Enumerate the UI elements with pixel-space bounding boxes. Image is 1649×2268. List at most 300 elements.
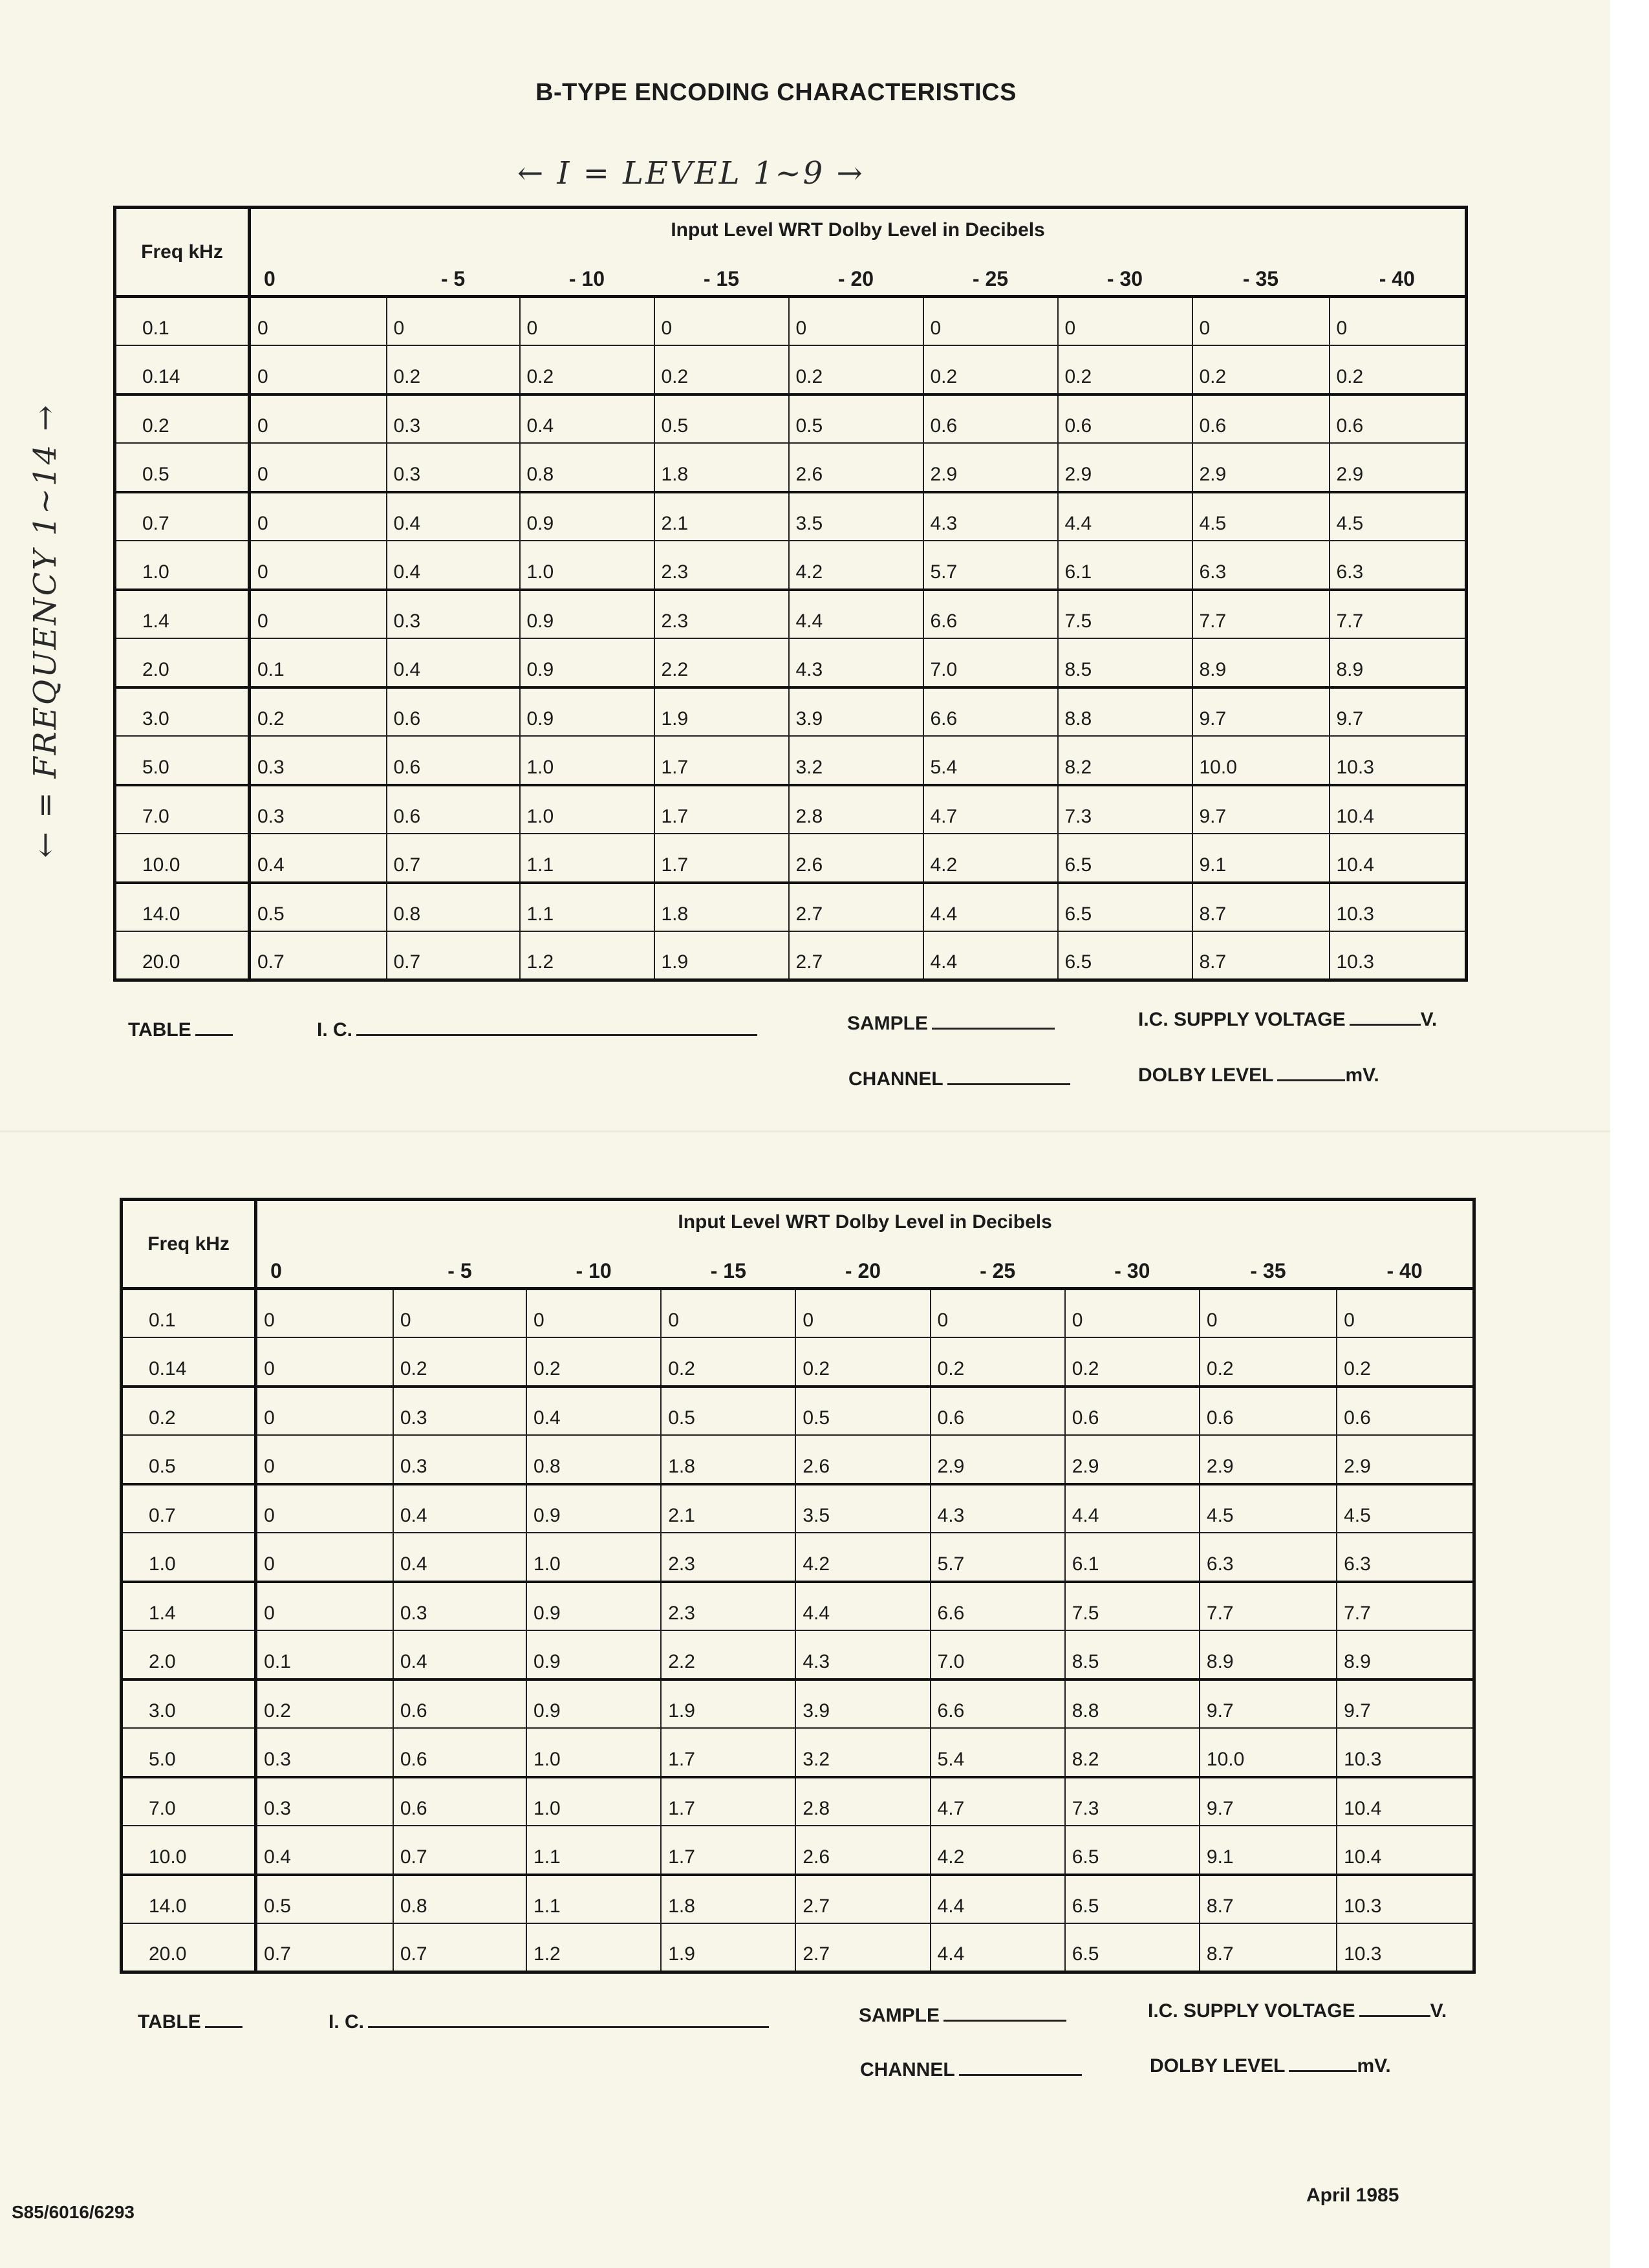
freq-cell: 14.0 xyxy=(122,1875,256,1924)
value-cell: 0.2 xyxy=(387,345,520,394)
value-cell: 0.2 xyxy=(256,1679,393,1729)
value-cell: 0.6 xyxy=(1337,1387,1474,1436)
dolby-level-field xyxy=(1138,1064,1379,1086)
table-row xyxy=(115,541,1467,590)
ic-field-2 xyxy=(329,2011,769,2033)
value-cell: 0 xyxy=(250,492,387,541)
value-cell: 3.2 xyxy=(795,1728,930,1777)
supply-voltage-blank[interactable] xyxy=(1359,2001,1430,2017)
value-cell: 1.9 xyxy=(661,1679,795,1729)
value-cell: 0 xyxy=(931,1289,1065,1338)
value-cell: 0.6 xyxy=(1058,394,1192,444)
channel-label: CHANNEL xyxy=(848,1068,943,1090)
value-cell: 7.5 xyxy=(1065,1582,1200,1631)
column-header: - 35 xyxy=(1200,1244,1337,1289)
value-cell: 6.3 xyxy=(1192,541,1330,590)
value-cell: 0 xyxy=(526,1289,661,1338)
freq-cell: 0.14 xyxy=(122,1337,256,1387)
encoding-table-1 xyxy=(113,206,1468,982)
value-cell: 0.4 xyxy=(393,1533,526,1582)
value-cell: 0.6 xyxy=(393,1777,526,1826)
fold-crease xyxy=(0,1130,1610,1132)
value-cell: 2.9 xyxy=(1330,443,1467,492)
freq-cell: 0.2 xyxy=(122,1387,256,1436)
value-cell: 4.3 xyxy=(789,638,923,687)
value-cell: 8.8 xyxy=(1065,1679,1200,1729)
table-row xyxy=(122,1387,1474,1436)
value-cell: 0.5 xyxy=(256,1875,393,1924)
value-cell: 0.4 xyxy=(526,1387,661,1436)
channel-field xyxy=(848,1068,1070,1090)
value-cell: 10.3 xyxy=(1337,1728,1474,1777)
table-row xyxy=(115,443,1467,492)
value-cell: 1.7 xyxy=(654,834,789,883)
value-cell: 0.3 xyxy=(250,736,387,785)
value-cell: 0.4 xyxy=(387,492,520,541)
freq-cell: 0.7 xyxy=(115,492,250,541)
sample-blank[interactable] xyxy=(932,1013,1055,1030)
value-cell: 0.8 xyxy=(520,443,654,492)
value-cell: 10.3 xyxy=(1337,1923,1474,1972)
value-cell: 2.1 xyxy=(654,492,789,541)
value-cell: 1.7 xyxy=(654,736,789,785)
column-header: 0 xyxy=(256,1244,393,1289)
value-cell: 6.3 xyxy=(1330,541,1467,590)
value-cell: 0.5 xyxy=(654,394,789,444)
value-cell: 2.9 xyxy=(931,1435,1065,1484)
dolby-level-blank[interactable] xyxy=(1289,2056,1357,2072)
value-cell: 2.2 xyxy=(661,1630,795,1679)
value-cell: 8.7 xyxy=(1192,931,1330,980)
column-header: - 5 xyxy=(393,1244,526,1289)
freq-header: Freq kHz xyxy=(115,208,250,297)
value-cell: 3.5 xyxy=(795,1484,930,1533)
dolby-level-label: DOLBY LEVEL xyxy=(1150,2055,1286,2077)
value-cell: 0.6 xyxy=(393,1679,526,1729)
value-cell: 0.7 xyxy=(393,1923,526,1972)
freq-cell: 1.0 xyxy=(122,1533,256,1582)
value-cell: 0.6 xyxy=(1330,394,1467,444)
ic-label: I. C. xyxy=(317,1019,353,1041)
supply-voltage-field-2 xyxy=(1148,2000,1447,2022)
value-cell: 0 xyxy=(256,1484,393,1533)
table-row xyxy=(122,1533,1474,1582)
value-cell: 0.3 xyxy=(256,1728,393,1777)
value-cell: 7.3 xyxy=(1065,1777,1200,1826)
table-row xyxy=(122,1630,1474,1679)
value-cell: 10.0 xyxy=(1192,736,1330,785)
value-cell: 4.4 xyxy=(1065,1484,1200,1533)
value-cell: 4.3 xyxy=(923,492,1058,541)
value-cell: 6.5 xyxy=(1058,931,1192,980)
value-cell: 9.1 xyxy=(1192,834,1330,883)
value-cell: 8.9 xyxy=(1200,1630,1337,1679)
freq-cell: 0.5 xyxy=(122,1435,256,1484)
value-cell: 0 xyxy=(1330,297,1467,346)
value-cell: 0 xyxy=(1065,1289,1200,1338)
value-cell: 0.3 xyxy=(393,1582,526,1631)
value-cell: 6.6 xyxy=(923,687,1058,737)
value-cell: 8.5 xyxy=(1065,1630,1200,1679)
value-cell: 2.7 xyxy=(789,883,923,932)
table-row xyxy=(115,931,1467,980)
value-cell: 0.2 xyxy=(526,1337,661,1387)
table-field-2 xyxy=(138,2011,242,2033)
value-cell: 1.7 xyxy=(661,1728,795,1777)
value-cell: 1.8 xyxy=(661,1435,795,1484)
value-cell: 0 xyxy=(250,297,387,346)
handwritten-frequency-note xyxy=(13,349,78,912)
value-cell: 0.5 xyxy=(795,1387,930,1436)
value-cell: 0.6 xyxy=(1065,1387,1200,1436)
value-cell: 2.6 xyxy=(789,443,923,492)
value-cell: 8.7 xyxy=(1192,883,1330,932)
sample-field xyxy=(847,1013,1055,1035)
value-cell: 0.4 xyxy=(387,541,520,590)
value-cell: 0.9 xyxy=(526,1679,661,1729)
table-row xyxy=(115,394,1467,444)
value-cell: 2.7 xyxy=(795,1923,930,1972)
value-cell: 10.0 xyxy=(1200,1728,1337,1777)
sample-label: SAMPLE xyxy=(847,1013,929,1034)
value-cell: 7.0 xyxy=(923,638,1058,687)
sample-label: SAMPLE xyxy=(859,2005,940,2026)
value-cell: 1.0 xyxy=(526,1777,661,1826)
value-cell: 8.7 xyxy=(1200,1875,1337,1924)
column-header: - 30 xyxy=(1065,1244,1200,1289)
column-header: - 40 xyxy=(1337,1244,1474,1289)
table-row xyxy=(122,1679,1474,1729)
freq-cell: 14.0 xyxy=(115,883,250,932)
value-cell: 0.4 xyxy=(250,834,387,883)
table-row xyxy=(115,687,1467,737)
value-cell: 0 xyxy=(250,443,387,492)
value-cell: 4.4 xyxy=(931,1923,1065,1972)
supply-voltage-blank[interactable] xyxy=(1350,1010,1421,1026)
value-cell: 1.8 xyxy=(654,883,789,932)
value-cell: 10.3 xyxy=(1330,736,1467,785)
value-cell: 0.2 xyxy=(1065,1337,1200,1387)
column-header: - 15 xyxy=(654,252,789,297)
value-cell: 0 xyxy=(1192,297,1330,346)
table-row xyxy=(122,1875,1474,1924)
table-row xyxy=(115,834,1467,883)
column-header: - 20 xyxy=(789,252,923,297)
value-cell: 0.8 xyxy=(387,883,520,932)
value-cell: 2.9 xyxy=(1058,443,1192,492)
freq-cell: 0.5 xyxy=(115,443,250,492)
value-cell: 4.7 xyxy=(931,1777,1065,1826)
value-cell: 0 xyxy=(1058,297,1192,346)
value-cell: 0 xyxy=(250,541,387,590)
dolby-unit-label: mV. xyxy=(1345,1064,1379,1086)
ic-blank[interactable] xyxy=(356,1020,757,1036)
page-title: B-TYPE ENCODING CHARACTERISTICS xyxy=(535,79,1017,106)
column-header: - 15 xyxy=(661,1244,795,1289)
value-cell: 0.9 xyxy=(520,492,654,541)
value-cell: 2.7 xyxy=(795,1875,930,1924)
value-cell: 10.4 xyxy=(1330,834,1467,883)
value-cell: 8.9 xyxy=(1330,638,1467,687)
document-date: April 1985 xyxy=(1306,2185,1399,2206)
value-cell: 0.6 xyxy=(931,1387,1065,1436)
value-cell: 5.7 xyxy=(923,541,1058,590)
freq-cell: 2.0 xyxy=(115,638,250,687)
table-field xyxy=(128,1019,233,1041)
value-cell: 6.1 xyxy=(1058,541,1192,590)
value-cell: 0 xyxy=(654,297,789,346)
value-cell: 0.9 xyxy=(520,687,654,737)
dolby-unit-label: mV. xyxy=(1357,2055,1391,2077)
table-row xyxy=(122,1435,1474,1484)
table-row xyxy=(115,345,1467,394)
value-cell: 0 xyxy=(1200,1289,1337,1338)
table-label: TABLE xyxy=(138,2011,201,2033)
value-cell: 8.9 xyxy=(1192,638,1330,687)
value-cell: 9.7 xyxy=(1192,785,1330,834)
value-cell: 10.4 xyxy=(1330,785,1467,834)
value-cell: 0 xyxy=(256,1337,393,1387)
table-blank[interactable] xyxy=(195,1020,233,1036)
column-header: - 10 xyxy=(520,252,654,297)
column-header: 0 xyxy=(250,252,387,297)
value-cell: 9.7 xyxy=(1330,687,1467,737)
table-row xyxy=(115,785,1467,834)
input-level-header: Input Level WRT Dolby Level in Decibels xyxy=(671,219,1045,241)
value-cell: 2.1 xyxy=(661,1484,795,1533)
table-row xyxy=(122,1923,1474,1972)
value-cell: 0.2 xyxy=(1330,345,1467,394)
column-header: - 10 xyxy=(526,1244,661,1289)
value-cell: 1.8 xyxy=(661,1875,795,1924)
value-cell: 10.4 xyxy=(1337,1777,1474,1826)
value-cell: 8.9 xyxy=(1337,1630,1474,1679)
value-cell: 0 xyxy=(520,297,654,346)
value-cell: 1.0 xyxy=(526,1533,661,1582)
value-cell: 0.2 xyxy=(661,1337,795,1387)
freq-cell: 5.0 xyxy=(122,1728,256,1777)
table-row xyxy=(115,297,1467,346)
value-cell: 0 xyxy=(256,1435,393,1484)
sample-blank[interactable] xyxy=(943,2005,1066,2022)
value-cell: 1.9 xyxy=(654,931,789,980)
value-cell: 4.2 xyxy=(923,834,1058,883)
value-cell: 0.2 xyxy=(1058,345,1192,394)
value-cell: 6.5 xyxy=(1058,834,1192,883)
value-cell: 1.2 xyxy=(526,1923,661,1972)
value-cell: 6.5 xyxy=(1065,1923,1200,1972)
value-cell: 10.3 xyxy=(1330,883,1467,932)
freq-cell: 10.0 xyxy=(122,1826,256,1875)
value-cell: 2.9 xyxy=(1192,443,1330,492)
value-cell: 0.3 xyxy=(250,785,387,834)
page-edge xyxy=(1610,0,1649,2268)
value-cell: 2.2 xyxy=(654,638,789,687)
value-cell: 5.4 xyxy=(923,736,1058,785)
freq-cell: 20.0 xyxy=(122,1923,256,1972)
value-cell: 0.6 xyxy=(387,785,520,834)
value-cell: 0.3 xyxy=(256,1777,393,1826)
supply-voltage-label: I.C. SUPPLY VOLTAGE xyxy=(1148,2000,1355,2022)
freq-cell: 1.4 xyxy=(115,590,250,639)
value-cell: 1.0 xyxy=(520,785,654,834)
encoding-table-2 xyxy=(120,1198,1476,1974)
value-cell: 7.7 xyxy=(1192,590,1330,639)
value-cell: 0.4 xyxy=(387,638,520,687)
channel-blank[interactable] xyxy=(947,1069,1070,1085)
value-cell: 0 xyxy=(256,1387,393,1436)
value-cell: 0.7 xyxy=(387,834,520,883)
channel-blank[interactable] xyxy=(959,2060,1082,2076)
value-cell: 1.9 xyxy=(661,1923,795,1972)
value-cell: 9.7 xyxy=(1200,1777,1337,1826)
freq-cell: 0.1 xyxy=(122,1289,256,1338)
value-cell: 1.0 xyxy=(520,736,654,785)
value-cell: 0.9 xyxy=(526,1484,661,1533)
supply-voltage-field xyxy=(1138,1009,1437,1031)
value-cell: 2.9 xyxy=(923,443,1058,492)
value-cell: 0.5 xyxy=(789,394,923,444)
ic-field xyxy=(317,1019,757,1041)
value-cell: 6.1 xyxy=(1065,1533,1200,1582)
value-cell: 6.6 xyxy=(931,1679,1065,1729)
value-cell: 0.5 xyxy=(250,883,387,932)
value-cell: 0.2 xyxy=(250,687,387,737)
supply-unit-label: V. xyxy=(1420,1009,1438,1030)
value-cell: 0.4 xyxy=(393,1484,526,1533)
table-row xyxy=(115,492,1467,541)
value-cell: 1.1 xyxy=(520,883,654,932)
input-level-header: Input Level WRT Dolby Level in Decibels xyxy=(678,1211,1052,1233)
value-cell: 0.6 xyxy=(393,1728,526,1777)
value-cell: 0.6 xyxy=(1200,1387,1337,1436)
value-cell: 0.2 xyxy=(1200,1337,1337,1387)
freq-cell: 2.0 xyxy=(122,1630,256,1679)
dolby-level-blank[interactable] xyxy=(1277,1065,1345,1081)
column-header: - 5 xyxy=(387,252,520,297)
value-cell: 0.5 xyxy=(661,1387,795,1436)
handwritten-frequency-text: ← = FREQUENCY 1~14 → xyxy=(27,403,63,858)
value-cell: 5.7 xyxy=(931,1533,1065,1582)
table-row xyxy=(122,1728,1474,1777)
value-cell: 0.7 xyxy=(256,1923,393,1972)
value-cell: 6.6 xyxy=(923,590,1058,639)
value-cell: 0.7 xyxy=(393,1826,526,1875)
freq-cell: 0.14 xyxy=(115,345,250,394)
value-cell: 1.1 xyxy=(526,1826,661,1875)
value-cell: 0.4 xyxy=(256,1826,393,1875)
value-cell: 0 xyxy=(393,1289,526,1338)
value-cell: 10.4 xyxy=(1337,1826,1474,1875)
value-cell: 6.6 xyxy=(931,1582,1065,1631)
value-cell: 1.2 xyxy=(520,931,654,980)
value-cell: 9.1 xyxy=(1200,1826,1337,1875)
value-cell: 6.5 xyxy=(1058,883,1192,932)
ic-blank[interactable] xyxy=(368,2012,769,2028)
value-cell: 0 xyxy=(795,1289,930,1338)
value-cell: 2.9 xyxy=(1337,1435,1474,1484)
value-cell: 0.9 xyxy=(520,638,654,687)
value-cell: 10.3 xyxy=(1337,1875,1474,1924)
value-cell: 0 xyxy=(250,345,387,394)
value-cell: 10.3 xyxy=(1330,931,1467,980)
value-cell: 0 xyxy=(250,394,387,444)
value-cell: 4.4 xyxy=(923,883,1058,932)
table-row xyxy=(115,883,1467,932)
value-cell: 2.3 xyxy=(661,1582,795,1631)
value-cell: 7.3 xyxy=(1058,785,1192,834)
value-cell: 2.3 xyxy=(654,590,789,639)
value-cell: 0 xyxy=(256,1533,393,1582)
value-cell: 0.8 xyxy=(393,1875,526,1924)
value-cell: 4.4 xyxy=(931,1875,1065,1924)
freq-cell: 3.0 xyxy=(122,1679,256,1729)
table-blank[interactable] xyxy=(205,2012,242,2028)
freq-cell: 7.0 xyxy=(115,785,250,834)
document-code: S85/6016/6293 xyxy=(12,2202,135,2222)
value-cell: 0.2 xyxy=(923,345,1058,394)
value-cell: 7.7 xyxy=(1330,590,1467,639)
value-cell: 4.2 xyxy=(795,1533,930,1582)
value-cell: 0.8 xyxy=(526,1435,661,1484)
value-cell: 0.6 xyxy=(387,687,520,737)
value-cell: 4.3 xyxy=(931,1484,1065,1533)
value-cell: 8.8 xyxy=(1058,687,1192,737)
value-cell: 4.2 xyxy=(931,1826,1065,1875)
table-row xyxy=(122,1777,1474,1826)
table-label: TABLE xyxy=(128,1019,191,1041)
freq-cell: 20.0 xyxy=(115,931,250,980)
column-header: - 20 xyxy=(795,1244,930,1289)
value-cell: 8.7 xyxy=(1200,1923,1337,1972)
value-cell: 2.6 xyxy=(795,1435,930,1484)
value-cell: 0.2 xyxy=(654,345,789,394)
value-cell: 2.3 xyxy=(661,1533,795,1582)
value-cell: 0 xyxy=(387,297,520,346)
value-cell: 0.4 xyxy=(393,1630,526,1679)
value-cell: 1.7 xyxy=(654,785,789,834)
value-cell: 0.9 xyxy=(520,590,654,639)
value-cell: 3.2 xyxy=(789,736,923,785)
ic-label: I. C. xyxy=(329,2011,365,2033)
value-cell: 6.3 xyxy=(1200,1533,1337,1582)
column-header: - 35 xyxy=(1192,252,1330,297)
value-cell: 1.0 xyxy=(526,1728,661,1777)
value-cell: 7.0 xyxy=(931,1630,1065,1679)
value-cell: 4.5 xyxy=(1192,492,1330,541)
freq-cell: 3.0 xyxy=(115,687,250,737)
value-cell: 4.4 xyxy=(795,1582,930,1631)
value-cell: 4.4 xyxy=(1058,492,1192,541)
value-cell: 0 xyxy=(923,297,1058,346)
freq-cell: 7.0 xyxy=(122,1777,256,1826)
value-cell: 2.7 xyxy=(789,931,923,980)
column-header: - 40 xyxy=(1330,252,1467,297)
freq-cell: 1.4 xyxy=(122,1582,256,1631)
table-row xyxy=(115,590,1467,639)
table-row xyxy=(122,1484,1474,1533)
freq-cell: 0.7 xyxy=(122,1484,256,1533)
value-cell: 0 xyxy=(1337,1289,1474,1338)
value-cell: 8.2 xyxy=(1058,736,1192,785)
supply-unit-label: V. xyxy=(1430,2000,1447,2022)
value-cell: 0.1 xyxy=(250,638,387,687)
value-cell: 0.3 xyxy=(393,1387,526,1436)
freq-cell: 10.0 xyxy=(115,834,250,883)
value-cell: 4.3 xyxy=(795,1630,930,1679)
value-cell: 4.5 xyxy=(1200,1484,1337,1533)
value-cell: 1.8 xyxy=(654,443,789,492)
